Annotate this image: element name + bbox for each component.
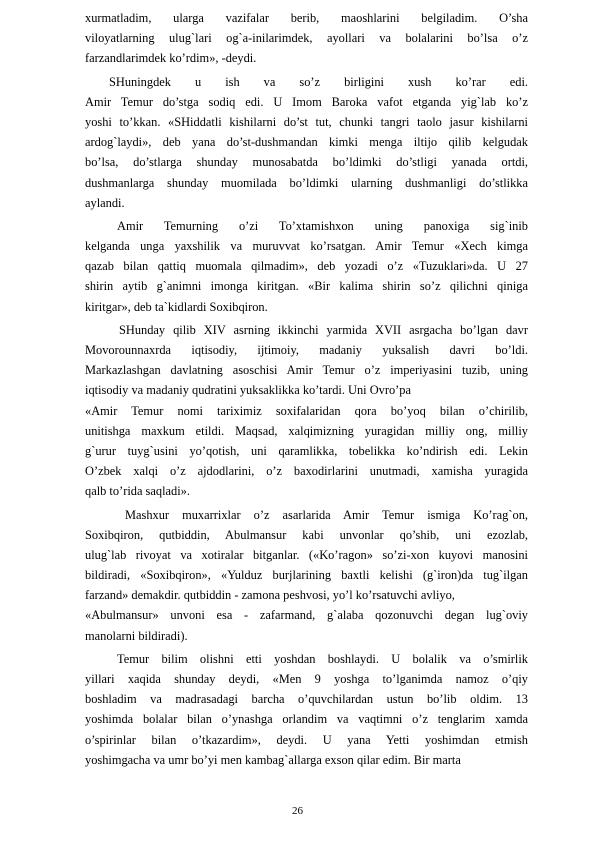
text-line: g`urur tuyg`usini yo’qotish, uni qaramlikka, tobelikka ko’ndirish edi. Lekin: [85, 443, 528, 458]
text-line: Mashxur muxarrixlar o’z asarlarida Amir Temur ismiga Ko’rag`on,: [125, 507, 528, 522]
paragraph: [85, 320, 528, 502]
text-line: Amir Temur do’stga sodiq edi. U Imom Baroka vafot etganda yig`lab ko’z: [85, 94, 528, 109]
page-number: 26: [292, 805, 303, 817]
text-line: bildiradi, «Soxibqiron», «Yulduz burjlarining baxtli kelishi (g`iron)da tug`ilgan: [85, 568, 528, 583]
text-line: unitishga maxkum etildi. Maqsad, xalqimizning yuragidan milliy ong, milliy: [85, 423, 528, 438]
paragraph: [85, 216, 528, 317]
text-line: O’zbek xalqi o’z ajdodlarini, o’z baxodirlarini unutmadi, xamisha yuragida: [85, 464, 528, 479]
text-line: iqtisodiy va madaniy qudratini yuksaklikka ko’tardi. Uni Ovro’pa: [85, 383, 411, 398]
text-line: «Amir Temur nomi tariximiz soxifalaridan qora bo’yoq bilan o’chirilib,: [85, 403, 528, 418]
text-line: bo’lsa, do’stlarga shunday munosabatda bo’ldimki do’stligi yanada ortdi,: [85, 155, 528, 170]
text-line: Temur bilim olishni etti yoshdan boshlaydi. U bolalik va o’smirlik: [117, 651, 528, 666]
text-line: shirin aytib g`animni imonga kiritgan. «Bir kalima shirin so’z qilichni qiniga: [85, 279, 528, 294]
text-line: Amir Temurning o’zi To’xtamishxon uning panoxiga sig`inib: [117, 218, 528, 233]
text-line: «Abulmansur» unvoni esa - zafarmand, g`alaba qozonuvchi degan lug`oviy: [85, 608, 528, 623]
text-line: aylandi.: [85, 195, 125, 210]
text-line: manolarni bildiradi).: [85, 628, 188, 643]
text-line: farzand» demakdir. qutbiddin - zamona peshvosi, yo’l ko’rsatuvchi avliyo,: [85, 588, 455, 603]
paragraph: [85, 649, 528, 770]
text-line: qalb to’rida saqladi».: [85, 484, 190, 499]
text-line: yoshimgacha va umr bo’yi men kambag`allarga exson qilar edim. Bir marta: [85, 752, 461, 767]
text-line: viloyatlarning ulug`lari og`a-inilarimdek, ayollari va bolalarini bo’lsa o’z: [85, 31, 528, 46]
text-line: Movorounnaxrda iqtisodiy, ijtimoiy, madaniy yuksalish davri bo’ldi.: [85, 343, 528, 357]
text-line: SHunday qilib XIV asrning ikkinchi yarmida XVII asrgacha bo’lgan davr: [119, 322, 528, 337]
paragraph: [85, 505, 528, 646]
text-line: boshladim va madrasadagi barcha o’quvchilardan ustun bo’lib oldim. 13: [85, 692, 528, 707]
text-line: Markazlashgan davlatning asoschisi Amir Temur o’z imperiyasini tuzib, uning: [85, 363, 528, 378]
text-line: SHuningdek u ish va so’z birligini xush ko’rar edi.: [109, 74, 528, 89]
paragraph: [85, 8, 528, 69]
text-line: yoshimda bolalar bilan o’ynashga orlandim va vaqtimni o’z tenglarim xamda: [85, 712, 528, 727]
text-line: o’spirinlar bilan o’tkazardim», deydi. U yana Yetti yoshimdan etmish: [85, 732, 528, 747]
text-line: kiritgar», deb ta`kidlardi Soxibqiron.: [85, 299, 268, 314]
text-line: yillari xaqida shunday deydi, «Men 9 yoshga to’lganimda namoz o’qiy: [85, 672, 528, 686]
text-line: kelganda unga yaxshilik va muruvvat ko’rsatgan. Amir Temur «Xech kimga: [85, 239, 528, 254]
text-line: farzandlarimdek ko’rdim», -deydi.: [85, 51, 257, 66]
paragraph: [85, 72, 528, 213]
text-line: qazab bilan qattiq muomala qilmadim», deb yozadi o’z «Tuzuklari»da. U 27: [85, 259, 528, 274]
text-line: dushmanlarga shunday muomilada bo’ldimki ularning dushmanligi do’stlikka: [85, 175, 528, 190]
text-line: yoshi to’kkan. «SHiddatli kishilarni do’st tut, chunki tangri taolo jasur kishilarni: [85, 114, 528, 129]
text-line: ardog`laydi», deb yana do’st-dushmandan kimki menga iltijo qilib kelgudak: [85, 135, 528, 150]
text-line: xurmatladim, ularga vazifalar berib, maoshlarini belgiladim. O’sha: [85, 11, 528, 25]
body-text: [85, 8, 528, 770]
text-line: ulug`lab rivoyat va xotiralar bitganlar. («Ko’ragon» so’zi-xon kuyovi manosini: [85, 547, 528, 562]
text-line: Soxibqiron, qutbiddin, Abulmansur kabi unvonlar qo’shib, uni ezozlab,: [85, 527, 528, 542]
